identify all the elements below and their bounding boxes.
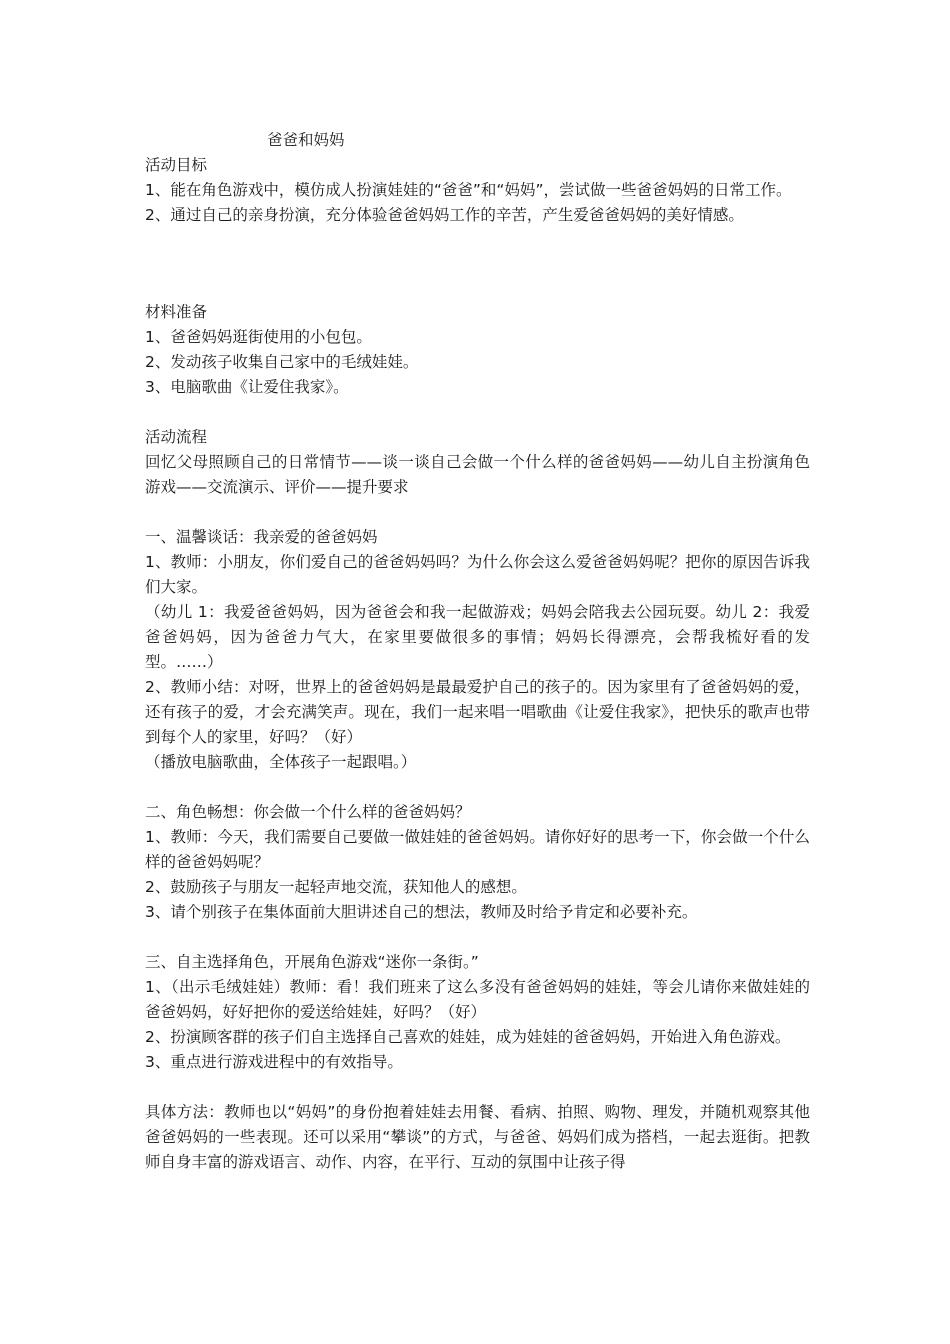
- flow-heading: 活动流程: [145, 428, 208, 446]
- goal-item: 2、通过自己的亲身扮演，充分体验爸爸妈妈工作的辛苦，产生爱爸爸妈妈的美好情感。: [145, 206, 744, 224]
- section1-item: 1、教师：小朋友，你们爱自己的爸爸妈妈吗？为什么你会这么爱爸爸妈妈呢？把你的原因告诉我们大家。: [145, 553, 810, 596]
- spacer: [145, 925, 810, 950]
- method-text: 具体方法：教师也以“妈妈”的身份抱着娃娃去用餐、看病、拍照、购物、理发，并随机观察其他爸爸妈妈的一些表现。还可以采用“攀谈”的方式，与爸爸、妈妈们成为搭档，一起去逛街。把教师自身丰富的游戏语言、动作、内容，在平行、互动的氛围中让孩子得: [145, 1103, 810, 1171]
- goal-item: 1、能在角色游戏中，模仿成人扮演娃娃的“爸爸”和“妈妈”，尝试做一些爸爸妈妈的日常工作。: [145, 181, 792, 199]
- material-item: 2、发动孩子收集自己家中的毛绒娃娃。: [145, 353, 419, 371]
- section1-item: 2、教师小结：对呀，世界上的爸爸妈妈是最最爱护自己的孩子的。因为家里有了爸爸妈妈的爱，还有孩子的爱，才会充满笑声。现在，我们一起来唱一唱歌曲《让爱住我家》，把快乐的歌声也带到每个人的家里，好吗？（好）: [145, 678, 810, 746]
- section2-item: 3、请个别孩子在集体面前大胆讲述自己的想法，教师及时给予肯定和必要补充。: [145, 903, 698, 921]
- spacer: [145, 500, 810, 525]
- spacer: [145, 400, 810, 425]
- section2-heading: 二、角色畅想：你会做一个什么样的爸爸妈妈？: [145, 803, 471, 821]
- section1-item: （幼儿 1：我爱爸爸妈妈，因为爸爸会和我一起做游戏；妈妈会陪我去公园玩耍。幼儿 2：我爱爸爸妈妈，因为爸爸力气大，在家里要做很多的事情；妈妈长得漂亮，会帮我梳好看的发型。……）: [145, 603, 810, 671]
- spacer: [145, 1075, 810, 1100]
- section3-item: 3、重点进行游戏进程中的有效指导。: [145, 1053, 403, 1071]
- section1-heading: 一、温馨谈话：我亲爱的爸爸妈妈: [145, 528, 378, 546]
- section1-item: （播放电脑歌曲，全体孩子一起跟唱。）: [145, 753, 417, 771]
- spacer: [145, 228, 810, 300]
- document-page: [145, 128, 810, 1175]
- section3-heading: 三、自主选择角色，开展角色游戏“迷你一条街。”: [145, 953, 479, 971]
- section3-item: 1、（出示毛绒娃娃）教师：看！我们班来了这么多没有爸爸妈妈的娃娃，等会儿请你来做娃娃的爸爸妈妈，好好把你的爱送给娃娃，好吗？（好）: [145, 978, 810, 1021]
- section2-item: 1、教师：今天，我们需要自己要做一做娃娃的爸爸妈妈。请你好好的思考一下，你会做一个什么样的爸爸妈妈呢？: [145, 828, 810, 871]
- document-title: 爸爸和妈妈: [267, 131, 345, 149]
- flow-text: 回忆父母照顾自己的日常情节——谈一谈自己会做一个什么样的爸爸妈妈——幼儿自主扮演角色游戏——交流演示、评价——提升要求: [145, 453, 810, 496]
- section2-item: 2、鼓励孩子与朋友一起轻声地交流，获知他人的感想。: [145, 878, 527, 896]
- materials-heading: 材料准备: [145, 303, 208, 321]
- goals-heading: 活动目标: [145, 156, 208, 174]
- spacer: [145, 775, 810, 800]
- material-item: 1、爸爸妈妈逛街使用的小包包。: [145, 328, 372, 346]
- section3-item: 2、扮演顾客群的孩子们自主选择自己喜欢的娃娃，成为娃娃的爸爸妈妈，开始进入角色游戏。: [145, 1028, 791, 1046]
- material-item: 3、电脑歌曲《让爱住我家》。: [145, 378, 349, 396]
